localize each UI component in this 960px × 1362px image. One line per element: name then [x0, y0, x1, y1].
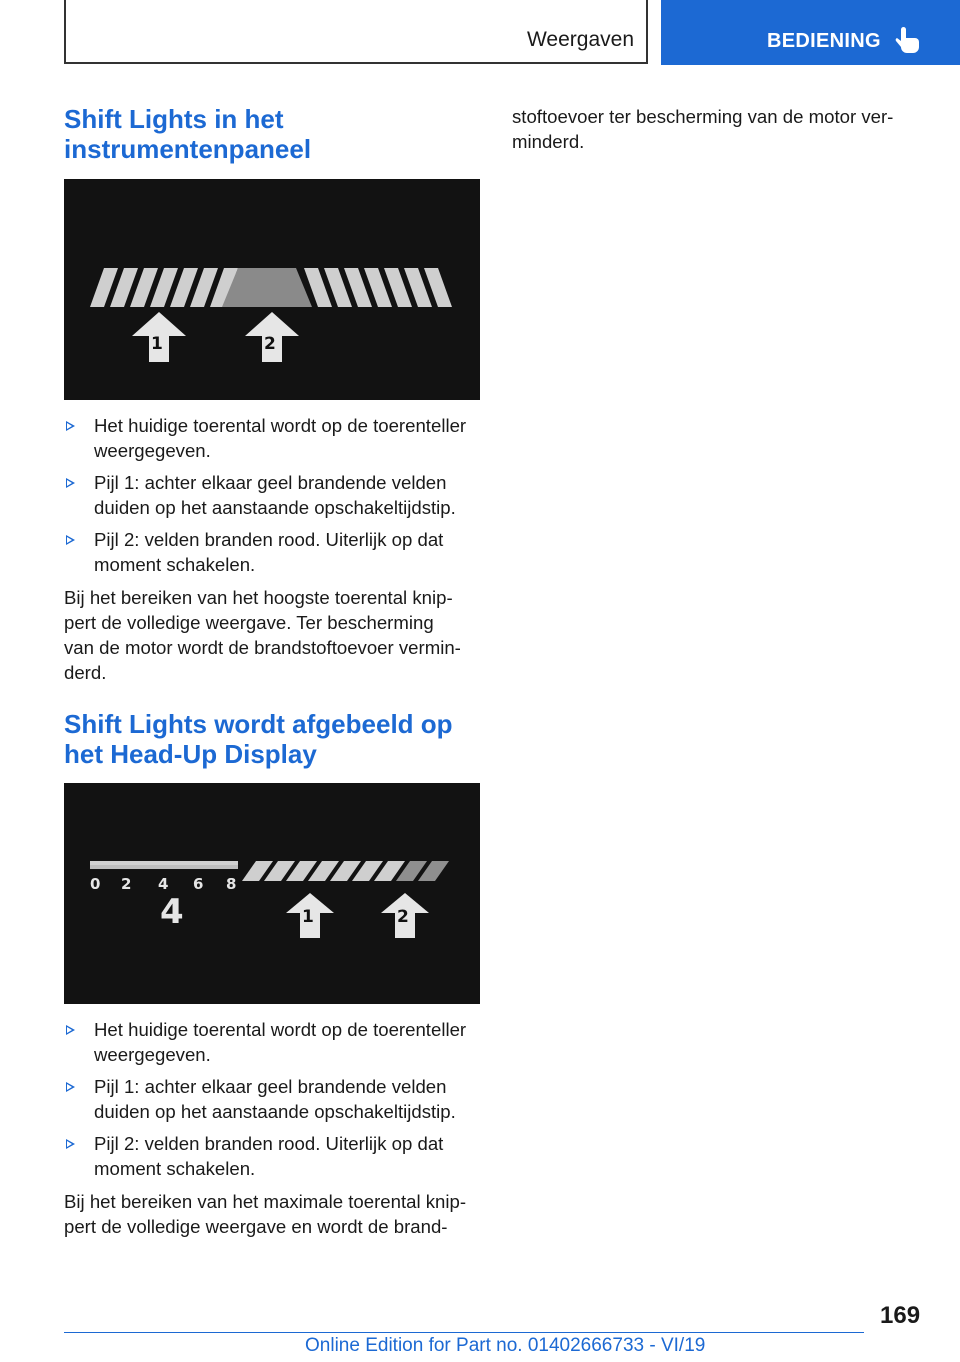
arrow-1-icon [132, 312, 186, 362]
footer-divider [64, 1332, 864, 1333]
scale-label: 0 [90, 875, 101, 893]
header-chapter-label: BEDIENING [767, 30, 881, 52]
list-item: Pijl 2: velden branden rood. Uiterlijk op dat moment schakelen. [64, 1131, 484, 1181]
hand-pointer-icon [895, 26, 921, 54]
header-section-tab [64, 0, 648, 64]
scale-label: 2 [121, 875, 132, 893]
section-title-head-up-display: Shift Lights wordt afgebeeld op het Head-Up Display [64, 709, 453, 769]
section-title-instrument-panel: Shift Lights in het instrumentenpaneel [64, 104, 312, 164]
bullet-list-head-up-display [64, 1017, 484, 1188]
footer-edition: Online Edition for Part no. 01402666733 - VI/19 [305, 1335, 706, 1356]
arrow-2-label: 2 [264, 334, 276, 354]
figure-head-up-display-shift-lights [64, 783, 480, 1004]
arrow-2-icon [381, 893, 429, 938]
scale-label: 6 [193, 875, 204, 893]
arrow-1-label: 1 [302, 907, 314, 927]
bullet-triangle-icon [66, 535, 75, 545]
list-item: Pijl 2: velden branden rood. Uiterlijk op dat moment schakelen. [64, 527, 484, 577]
rpm-scale [90, 861, 238, 893]
bullet-list-instrument-panel [64, 413, 484, 584]
arrow-2-icon [245, 312, 299, 362]
list-item: Het huidige toerental wordt op de toerenteller weergegeven. [64, 413, 484, 463]
arrow-1-icon [286, 893, 334, 938]
bullet-triangle-icon [66, 1139, 75, 1149]
paragraph-max-rpm-hud-continued: stoftoevoer ter bescherming van de motor ver‐ minderd. [512, 106, 894, 152]
gear-indicator: 4 [160, 892, 184, 932]
arrow-2-label: 2 [397, 907, 409, 927]
scale-label: 8 [226, 875, 237, 893]
page-number: 169 [880, 1302, 921, 1329]
header-chapter-tab[interactable] [661, 0, 960, 65]
bullet-triangle-icon [66, 478, 75, 488]
bullet-triangle-icon [66, 1025, 75, 1035]
figure-instrument-panel-shift-lights [64, 179, 480, 400]
scale-label: 4 [158, 875, 169, 893]
header-section-label: Weergaven [526, 28, 634, 51]
bullet-triangle-icon [66, 1082, 75, 1092]
list-item: Het huidige toerental wordt op de toerenteller weergegeven. [64, 1017, 484, 1067]
arrow-1-label: 1 [151, 334, 163, 354]
bullet-triangle-icon [66, 421, 75, 431]
paragraph-max-rpm: Bij het bereiken van het hoogste toerental knip‐ pert de volledige weergave. Ter bescherming van de motor wordt de brandstoftoevoer vermin‐ derd. [64, 587, 461, 683]
list-item: Pijl 1: achter elkaar geel brandende velden duiden op het aanstaande opschakeltijdstip. [64, 470, 484, 520]
paragraph-max-rpm-hud: Bij het bereiken van het maximale toerental knip‐ pert de volledige weergave en wordt de brand‐ [64, 1191, 467, 1237]
list-item: Pijl 1: achter elkaar geel brandende velden duiden op het aanstaande opschakeltijdstip. [64, 1074, 484, 1124]
